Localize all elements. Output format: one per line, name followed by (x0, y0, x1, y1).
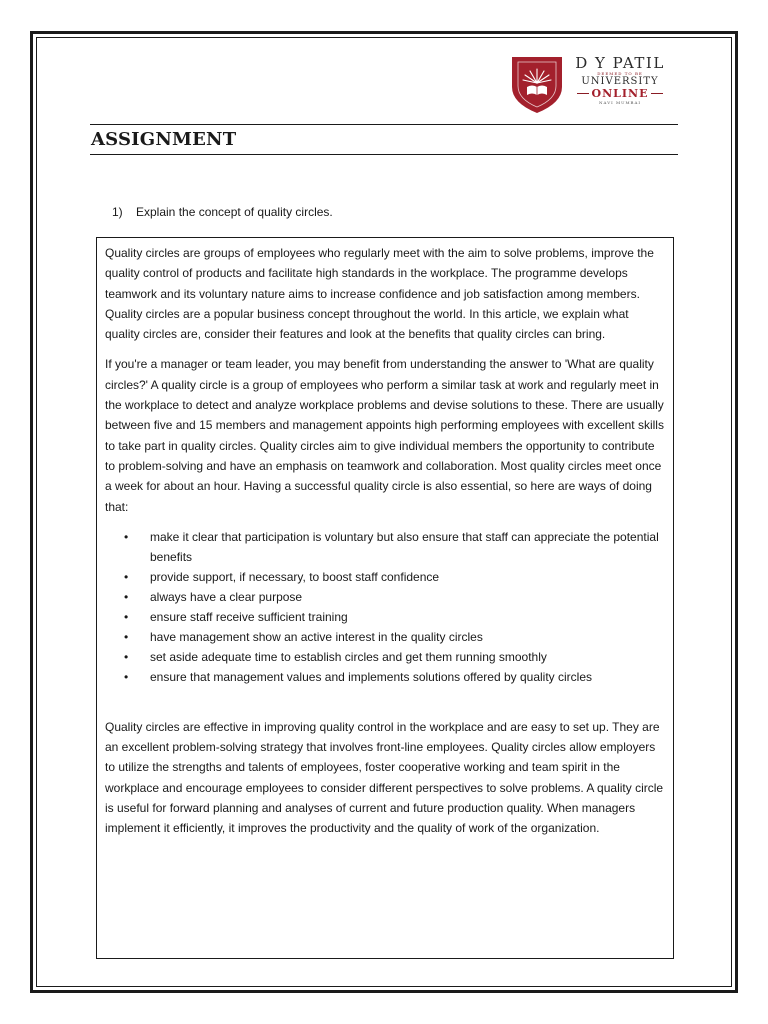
list-item (124, 627, 664, 647)
list-item (124, 607, 664, 627)
tips-list (105, 527, 664, 687)
logo-line-left (577, 93, 589, 94)
question-text: Explain the concept of quality circles. (136, 205, 333, 219)
list-item (124, 667, 664, 687)
question-item (112, 205, 333, 219)
bullet-icon: • (124, 669, 129, 684)
logo-online: ONLINE (591, 87, 649, 100)
logo-name: D Y PATIL (575, 54, 665, 72)
question-number: 1) (112, 205, 123, 219)
bullet-icon: • (124, 609, 129, 624)
logo-city: NAVI MUMBAI (599, 100, 641, 105)
list-item-text: have management show an active interest in the quality circles (150, 629, 483, 644)
logo-line-right (651, 93, 663, 94)
answer-paragraph-1: Quality circles are groups of employees who regularly meet with the aim to solve problems, improve the quality control of products and facilitate high standards in the workplace. The programme develops teamwork and its voluntary nature aims to increase confidence and job satisfaction among members. Quality circles are a popular business concept throughout the world. In this article, we explain what quality circles are, consider their features and look at the benefits that quality circles can bring. (105, 246, 654, 342)
list-item (124, 527, 664, 567)
answer-paragraph-3: Quality circles are effective in improving quality control in the workplace and are easy to set up. They are an excellent problem-solving strategy that involves front-line employees. Quality circles allow employers to utilize the strengths and talents of employees, foster cooperative working and team spirit in the workplace and encourage employees to consider different perspectives to solve problems. A quality circle is useful for forward planning and analyses of current and future production quality. When managers implement it efficiently, it improves the productivity and the quality of work of the organization. (105, 719, 664, 836)
logo-deemed: DEEMED TO BE (597, 71, 643, 76)
logo-wordmark (568, 55, 672, 106)
page-title: ASSIGNMENT (91, 129, 237, 150)
answer-paragraph-2: If you're a manager or team leader, you may benefit from understanding the answer to 'What are quality circles?' A quality circle is a group of employees who perform a similar task at work and regularly meet in the workplace to detect and analyze workplace problems and devise solutions to these. There are usually between five and 15 members and management appoints high performing employees with excellent skills to take part in quality circles. Quality circles aim to give individual members the opportunity to contribute to problem-solving and have an emphasis on teamwork and collaboration. Most quality circles meet once a week for about an hour. Having a successful quality circle is also essential, so here are ways of doing that: (105, 357, 664, 514)
list-item (124, 567, 664, 587)
heading-rule-top (90, 124, 678, 125)
list-item-text: set aside adequate time to establish circles and get them running smoothly (150, 649, 547, 664)
list-item-text: provide support, if necessary, to boost staff confidence (150, 569, 440, 584)
shield-emblem-icon (510, 53, 564, 115)
bullet-icon: • (124, 589, 129, 604)
heading-rule-bottom (90, 154, 678, 155)
logo-online-row (568, 87, 672, 100)
answer-box (96, 237, 674, 959)
list-item-text: make it clear that participation is voluntary but also ensure that staff can appreciate the potential benefits (150, 529, 659, 564)
bullet-icon: • (124, 649, 129, 664)
bullet-icon: • (124, 529, 129, 544)
logo-university: UNIVERSITY (581, 76, 659, 87)
list-item-text: always have a clear purpose (150, 589, 303, 604)
list-item-text: ensure staff receive sufficient training (150, 609, 348, 624)
bullet-icon: • (124, 629, 129, 644)
list-item-text: ensure that management values and implements solutions offered by quality circles (150, 669, 593, 684)
list-item (124, 647, 664, 667)
bullet-icon: • (124, 569, 129, 584)
university-logo (510, 53, 670, 117)
list-item (124, 587, 664, 607)
